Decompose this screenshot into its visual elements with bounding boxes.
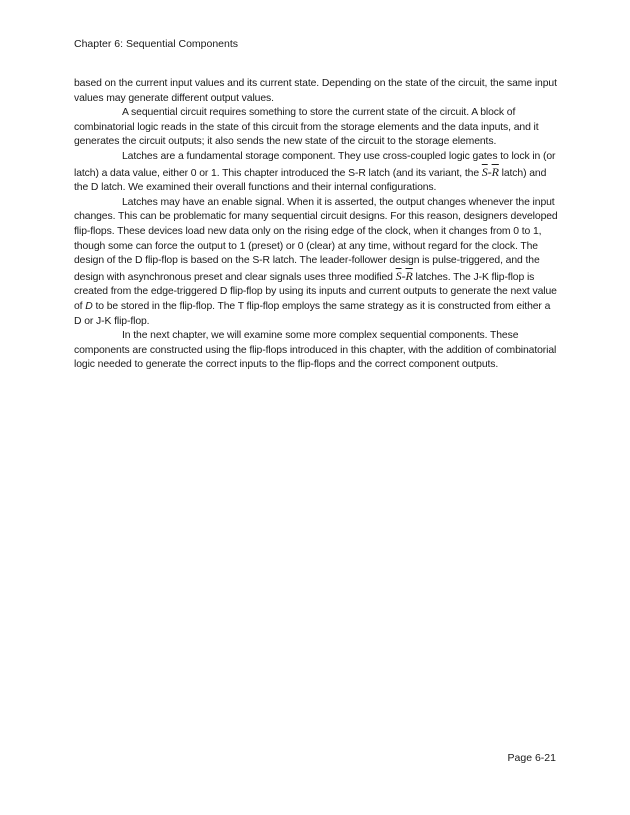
page-header: Chapter 6: Sequential Components <box>74 38 239 50</box>
sr-bar-symbol <box>482 165 499 179</box>
paragraph-latches <box>74 150 558 196</box>
paragraph-sequential-circuit: A sequential circuit requires something to store the current state of the circuit. A block of combinatorial logic reads in the state of this circuit from the storage elements and the data inputs, and it generates the circuit outputs; it also sends the new state of the circuit to the storage elements. <box>74 107 539 148</box>
s-bar-2: $\overline{S}$ <box>395 268 402 283</box>
paragraph-next-chapter: In the next chapter, we will examine some more complex sequential components. These components are constructed using the flip-flops introduced in this chapter, with the addition of combinatorial logic needed to generate the correct inputs to the flip-flops and the correct component outputs. <box>74 330 557 371</box>
flipflops-text-a: Latches may have an enable signal. When it is asserted, the output changes whenever the input changes. This can be problematic for many sequential circuit designs. For this reason, designers developed flip-flops. These devices load new data only on the rising edge of the clock, when it changes from 0 to 1, though some can force the output to 1 (preset) or 0 (clear) at any time, without regard for the clock. The design of the D flip-flop is based on the S-R latch. The leader-follower design is pulse-triggered, and the design with asynchronous preset and clear signals uses three modified <box>74 196 558 283</box>
body-text <box>74 77 558 373</box>
sr-bar-symbol-2 <box>396 269 413 283</box>
sr-dash-2: - <box>401 268 406 283</box>
latches-text-b: latch) and the D latch. We examined their overall functions and their internal configurations. <box>74 167 547 194</box>
r-bar: $\overline{R}$ <box>491 164 499 179</box>
s-bar: $\overline{S}$ <box>481 164 488 179</box>
latches-text-a: Latches are a fundamental storage component. They use cross-coupled logic gates to lock in (or latch) a data value, either 0 or 1. This chapter introduced the S-R latch (and its variant, the <box>74 150 556 179</box>
paragraph-continuation: based on the current input values and its current state. Depending on the state of the circuit, the same input values may generate different output values. <box>74 78 557 104</box>
r-bar-2: $\overline{R}$ <box>405 268 413 283</box>
page-number: Page 6-21 <box>507 752 556 764</box>
sr-dash: - <box>487 164 492 179</box>
flipflops-text-c: to be stored in the flip-flop. The T flip-flop employs the same strategy as it is constructed from either a D or J-K flip-flop. <box>74 300 551 327</box>
paragraph-flip-flops <box>74 196 558 329</box>
d-italic: D <box>85 300 93 312</box>
flipflops-text-b: latches. The J-K flip-flop is created from the edge-triggered D flip-flop by using its inputs and current outputs to generate the next value of <box>74 271 557 312</box>
